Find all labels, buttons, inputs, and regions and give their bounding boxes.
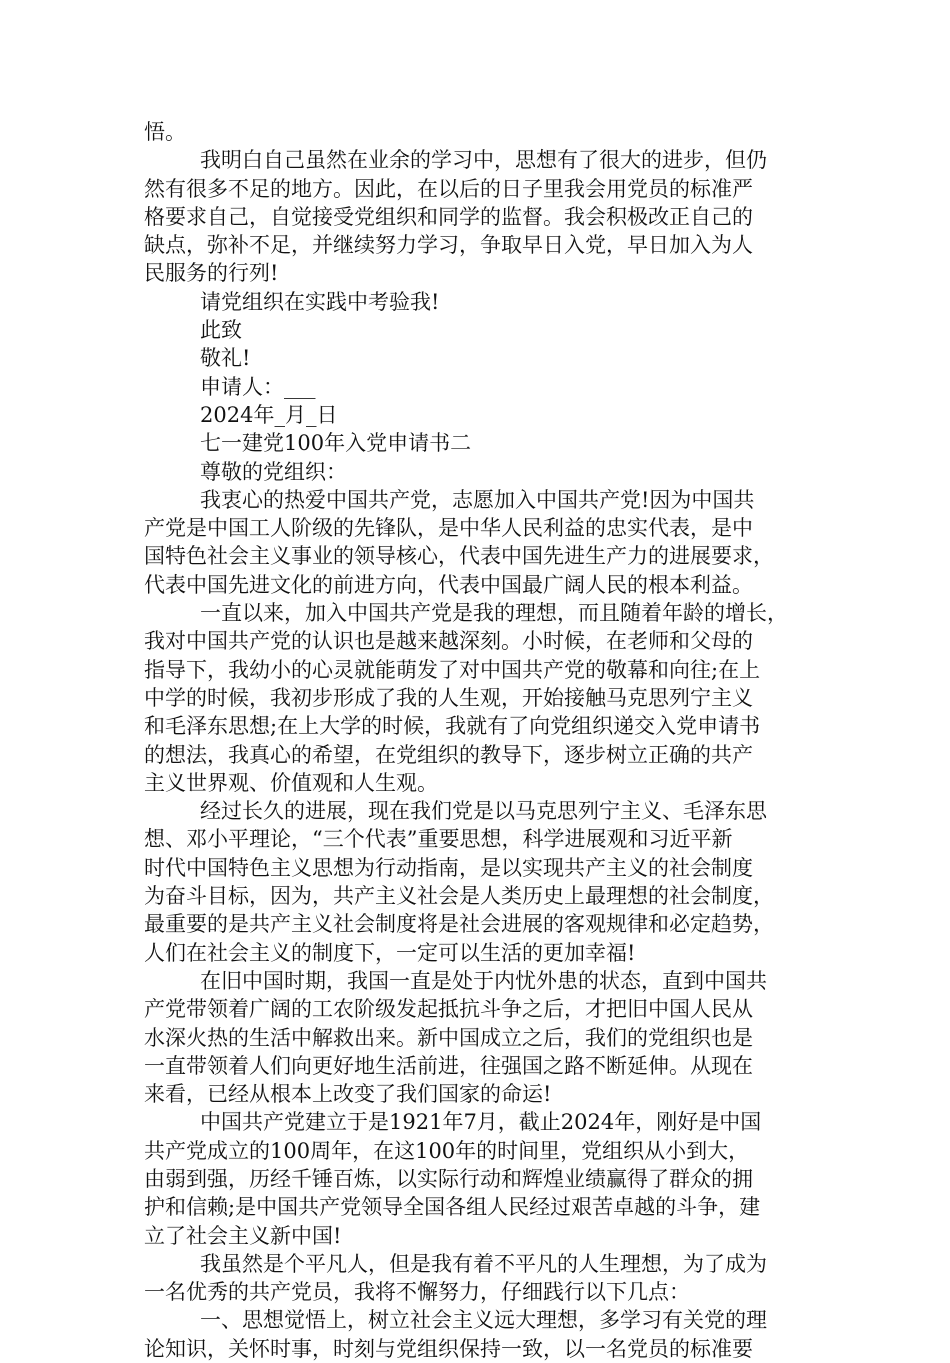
text-line: 悟。 (144, 120, 186, 144)
text-line: 尊敬的党组织： (200, 459, 347, 484)
text-line: 中国共产党建立于是1921年7月，截止2024年，刚好是中国 (200, 1110, 762, 1135)
text-line: 国特色社会主义事业的领导核心，代表中国先进生产力的进展要求， (144, 544, 774, 569)
text-line: 然有很多不足的地方。因此，在以后的日子里我会用党员的标准严 (144, 176, 753, 201)
text-line: 的想法，我真心的希望，在党组织的教导下，逐步树立正确的共产 (144, 742, 753, 767)
text-line: 一、思想觉悟上，树立社会主义远大理想，多学习有关党的理 (200, 1308, 767, 1333)
text-line: 产党是中国工人阶级的先锋队，是中华人民利益的忠实代表，是中 (144, 516, 753, 541)
text-line: 此致 (200, 318, 242, 343)
text-line: 我衷心的热爱中国共产党，志愿加入中国共产党!因为中国共 (200, 487, 755, 512)
text-line: 想、邓小平理论，“三个代表”重要思想，科学进展观和习近平新 (144, 827, 733, 852)
text-line: 七一建党100年入党申请书二 (200, 431, 472, 456)
text-line: 缺点，弥补不足，并继续努力学习，争取早日入党，早日加入为人 (144, 233, 753, 258)
text-line: 2024年_月_日 (200, 402, 338, 427)
text-line: 请党组织在实践中考验我! (200, 289, 440, 314)
text-line: 一直带领着人们向更好地生活前进，往强国之路不断延伸。从现在 (144, 1053, 753, 1078)
text-line: 人们在社会主义的制度下，一定可以生活的更加幸福! (144, 940, 636, 965)
text-line: 指导下，我幼小的心灵就能萌发了对中国共产党的敬幕和向往;在上 (144, 657, 761, 682)
text-line: 格要求自己，自觉接受党组织和同学的监督。我会积极改正自己的 (144, 204, 753, 229)
text-line: 代表中国先进文化的前进方向，代表中国最广阔人民的根本利益。 (144, 572, 753, 597)
text-line: 由弱到强，历经千锤百炼，以实际行动和辉煌业绩赢得了群众的拥 (144, 1166, 753, 1191)
text-line: 立了社会主义新中国! (144, 1223, 342, 1248)
document-page (144, 118, 812, 1363)
text-line: 时代中国特色主义思想为行动指南，是以实现共产主义的社会制度 (144, 855, 753, 880)
text-line: 一直以来，加入中国共产党是我的理想，而且随着年龄的增长， (200, 601, 788, 626)
text-line: 主义世界观、价值观和人生观。 (144, 770, 438, 795)
text-line: 申请人：___ (200, 374, 316, 399)
text-line: 在旧中国时期，我国一直是处于内忧外患的状态，直到中国共 (200, 968, 767, 993)
text-line: 产党带领着广阔的工农阶级发起抵抗斗争之后，才把旧中国人民从 (144, 997, 753, 1022)
text-line: 水深火热的生活中解救出来。新中国成立之后，我们的党组织也是 (144, 1025, 753, 1050)
text-line: 共产党成立的100周年，在这100年的时间里，党组织从小到大， (144, 1138, 750, 1163)
text-line: 民服务的行列! (144, 261, 279, 286)
text-line: 一名优秀的共产党员，我将不懈努力，仔细践行以下几点： (144, 1280, 690, 1305)
text-line: 最重要的是共产主义社会制度将是社会进展的客观规律和必定趋势， (144, 912, 774, 937)
text-line: 来看，已经从根本上改变了我们国家的命运! (144, 1082, 552, 1107)
text-line: 护和信赖;是中国共产党领导全国各组人民经过艰苦卓越的斗争，建 (144, 1195, 761, 1220)
text-line: 为奋斗目标，因为，共产主义社会是人类历史上最理想的社会制度， (144, 884, 774, 909)
text-line: 我对中国共产党的认识也是越来越深刻。小时候，在老师和父母的 (144, 629, 753, 654)
text-line: 我虽然是个平凡人，但是我有着不平凡的人生理想，为了成为 (200, 1251, 767, 1276)
text-line: 经过长久的进展，现在我们党是以马克思列宁主义、毛泽东思 (200, 799, 767, 824)
text-line: 论知识，关怀时事，时刻与党组织保持一致，以一名党员的标准要 (144, 1336, 753, 1361)
text-line: 敬礼! (200, 346, 251, 371)
text-line: 和毛泽东思想;在上大学的时候，我就有了向党组织递交入党申请书 (144, 714, 761, 739)
text-line: 我明白自己虽然在业余的学习中，思想有了很大的进步，但仍 (200, 148, 767, 173)
text-line: 中学的时候，我初步形成了我的人生观，开始接触马克思列宁主义 (144, 685, 753, 710)
